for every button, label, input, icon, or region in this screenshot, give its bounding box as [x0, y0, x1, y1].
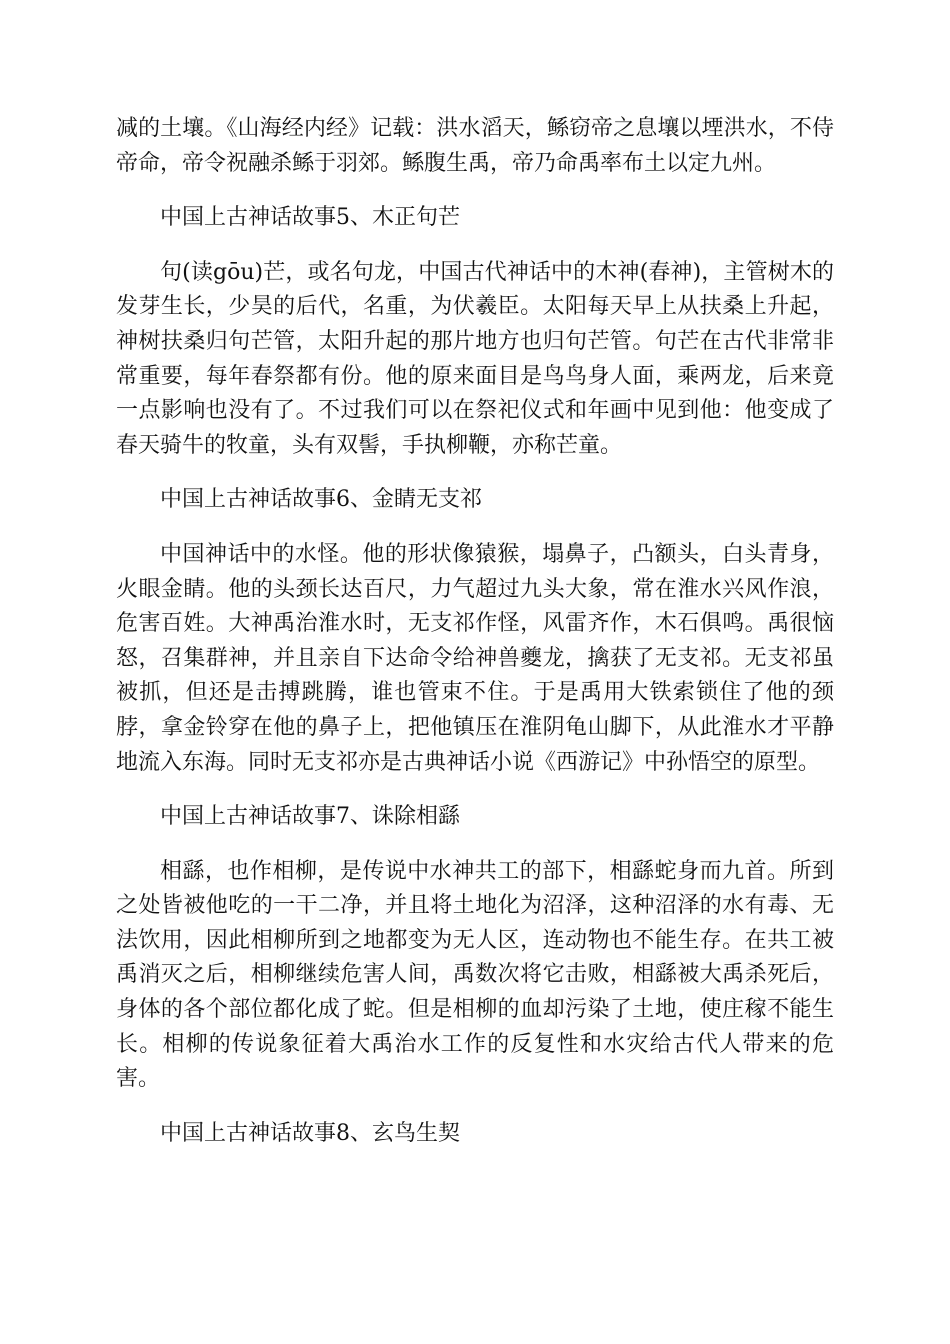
paragraph-wuzhiqi: 中国神话中的水怪。他的形状像猿猴，塌鼻子，凸额头，白头青身，火眼金睛。他的头颈长达百尺，力气超过九头大象，常在淮水兴风作浪，危害百姓。大神禹治淮水时，无支祁作怪，风雷齐作，木石俱鸣。禹很恼怒，召集群神，并且亲自下达命令给神兽夔龙，擒获了无支祁。无支祁虽被抓，但还是击搏跳腾，谁也管束不住。于是禹用大铁索锁住了他的颈脖，拿金铃穿在他的鼻子上，把他镇压在淮阴龟山脚下，从此淮水才平静地流入东海。同时无支祁亦是古典神话小说《西游记》中孙悟空的原型。 [116, 541, 834, 775]
heading-story-8: 中国上古神话故事8、玄鸟生契 [160, 1120, 460, 1146]
heading-story-7: 中国上古神话故事7、诛除相繇 [160, 804, 460, 830]
paragraph-goumang: 句(读gōu)芒，或名句龙，中国古代神话中的木神(春神)，主管树木的发芽生长，少昊的后代，名重，为伏羲臣。太阳每天早上从扶桑上升起，神树扶桑归句芒管，太阳升起的那片地方也归句芒管。句芒在古代非常非常重要，每年春祭都有份。他的原来面目是鸟鸟身人面，乘两龙，后来竟一点影响也没有了。不过我们可以在祭祀仪式和年画中见到他：他变成了春天骑牛的牧童，头有双髻，手执柳鞭，亦称芒童。 [116, 259, 834, 458]
document-body [116, 112, 834, 1171]
paragraph-xiangyao: 相繇，也作相柳，是传说中水神共工的部下，相繇蛇身而九首。所到之处皆被他吃的一干二净，并且将土地化为沼泽，这种沼泽的水有毒、无法饮用，因此相柳所到之地都变为无人区，连动物也不能生存。在共工被禹消灭之后，相柳继续危害人间，禹数次将它击败，相繇被大禹杀死后，身体的各个部位都化成了蛇。但是相柳的血却污染了土地，使庄稼不能生长。相柳的传说象征着大禹治水工作的反复性和水灾给古代人带来的危害。 [116, 858, 834, 1092]
heading-story-5: 中国上古神话故事5、木正句芒 [160, 205, 460, 231]
paragraph-xirang: 减的土壤。《山海经内经》记载：洪水滔天，鲧窃帝之息壤以堙洪水，不侍帝命，帝令祝融杀鲧于羽郊。鲧腹生禹，帝乃命禹率布土以定九州。 [116, 116, 834, 176]
heading-story-6: 中国上古神话故事6、金睛无支祁 [160, 487, 482, 513]
